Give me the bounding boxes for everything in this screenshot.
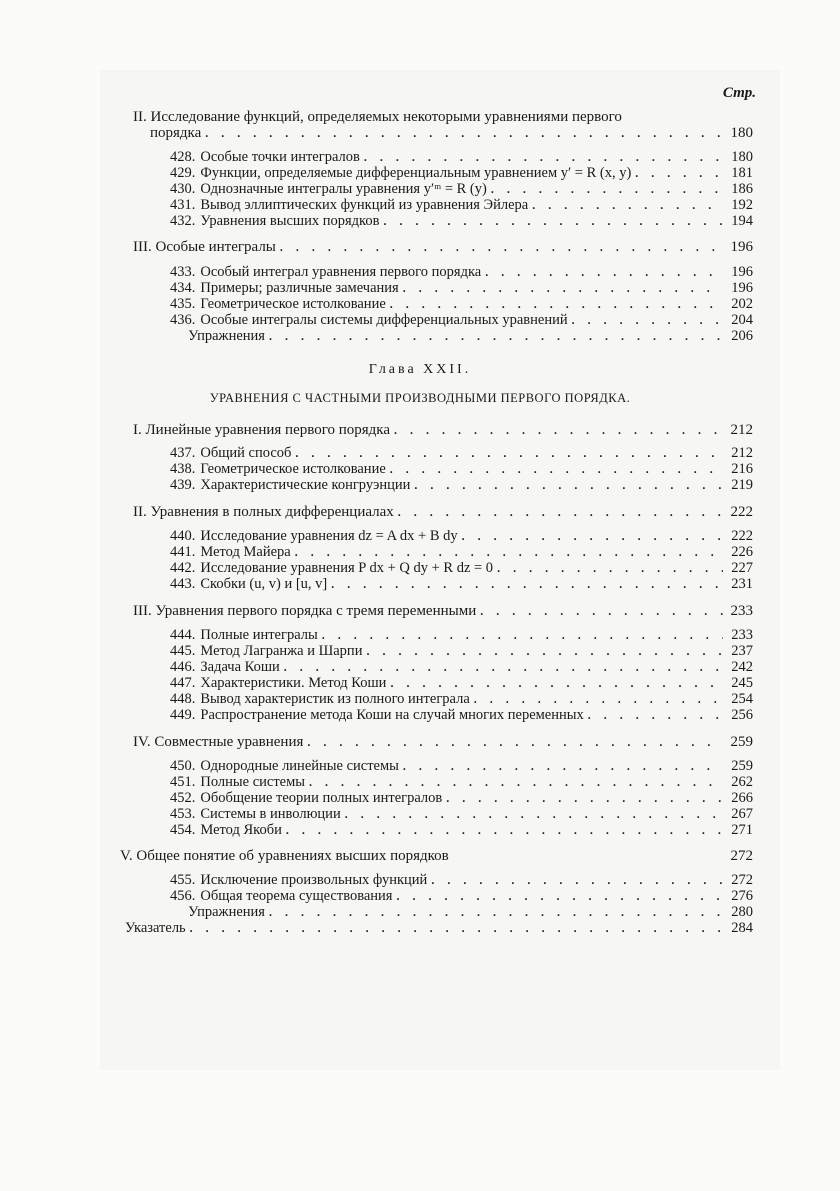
item-title: Исследование уравнения P dx + Q dy + R dz = 0 [200, 560, 494, 576]
page-number: 226 [731, 544, 753, 560]
item-number: 443. [170, 576, 196, 592]
item-title: III. Особые интегралы [133, 239, 276, 255]
leader-dots [588, 706, 723, 724]
page-number: 192 [731, 197, 753, 213]
item-title: II. Уравнения в полных дифференциалах [133, 504, 394, 520]
page-number: 180 [731, 149, 753, 165]
page-number: 212 [730, 422, 753, 438]
chapter-subtitle: УРАВНЕНИЯ С ЧАСТНЫМИ ПРОИЗВОДНЫМИ ПЕРВОГО ПОРЯДКА. [209, 391, 631, 405]
leader-dots [205, 124, 723, 142]
item-title: Характеристики. Метод Коши [200, 675, 387, 691]
page-number: 259 [731, 758, 753, 774]
item-title: Метод Майера [200, 544, 291, 560]
page-number: 259 [730, 734, 753, 750]
item-number: 431. [170, 197, 196, 213]
toc-line [170, 327, 753, 345]
item-title: Упражнения [188, 904, 265, 920]
page-column-label: Стр. [722, 85, 756, 101]
section-title: II. Исследование функций, определяемых некоторыми уравнениями первого [133, 109, 622, 125]
page-number: 262 [731, 774, 753, 790]
item-number: 456. [170, 888, 196, 904]
item-title: Полные интегралы [200, 627, 318, 643]
page-number: 233 [730, 603, 753, 619]
leader-dots [307, 733, 723, 751]
item-title: Общая теорема существования [200, 888, 393, 904]
item-title: Примеры; различные замечания [200, 280, 399, 296]
page-number: 180 [730, 125, 753, 141]
page-number: 196 [731, 280, 753, 296]
toc-line [170, 821, 753, 839]
item-number: 447. [170, 675, 196, 691]
leader-dots [383, 212, 723, 230]
item-number: 428. [170, 149, 196, 165]
page-number: 196 [731, 264, 753, 280]
item-title: Скобки (u, v) и [u, v] [200, 576, 328, 592]
page-number: 242 [731, 659, 753, 675]
item-title: Исследование уравнения dz = A dx + B dy [200, 528, 458, 544]
item-title: Геометрическое истолкование [200, 461, 386, 477]
section-heading [133, 421, 753, 439]
item-title: Распространение метода Коши на случай многих переменных [200, 707, 584, 723]
item-number: 430. [170, 181, 196, 197]
item-number: 435. [170, 296, 196, 312]
item-number: 445. [170, 643, 196, 659]
item-title: Вывод эллиптических функций из уравнения Эйлера [200, 197, 529, 213]
item-number: 446. [170, 659, 196, 675]
page-number: 237 [731, 643, 753, 659]
section-heading [133, 733, 753, 751]
toc-line [170, 476, 753, 494]
page-number: 233 [731, 627, 753, 643]
item-number: 444. [170, 627, 196, 643]
item-number: 434. [170, 280, 196, 296]
item-title: Упражнения [188, 328, 265, 344]
item-title: Метод Лагранжа и Шарпи [200, 643, 363, 659]
leader-dots [286, 821, 723, 839]
item-number: 452. [170, 790, 196, 806]
item-number: 455. [170, 872, 196, 888]
page-number: 181 [731, 165, 753, 181]
toc-line [170, 575, 753, 593]
page-number: 219 [731, 477, 753, 493]
page-number: 204 [731, 312, 753, 328]
item-title: V. Общее понятие об уравнениях высших порядков [120, 848, 449, 864]
item-title: Характеристические конгруэнции [200, 477, 411, 493]
page-number: 222 [731, 528, 753, 544]
page-number: 272 [731, 872, 753, 888]
page-number: 272 [730, 848, 753, 864]
leader-dots [269, 327, 723, 345]
section-heading [120, 847, 753, 865]
item-number: 437. [170, 445, 196, 461]
page-number: 256 [731, 707, 753, 723]
leader-dots [394, 421, 723, 439]
item-number: 438. [170, 461, 196, 477]
item-title: Исключение произвольных функций [200, 872, 428, 888]
section-heading [133, 238, 753, 256]
item-title: Особые интегралы системы дифференциальных уравнений [200, 312, 568, 328]
toc-line [150, 124, 753, 142]
item-title: Системы в инволюции [200, 806, 341, 822]
item-title: Однозначные интегралы уравнения y′ᵐ = R (y) [200, 181, 487, 197]
section-heading [133, 602, 753, 620]
item-number: 453. [170, 806, 196, 822]
page-number: 245 [731, 675, 753, 691]
item-number: 451. [170, 774, 196, 790]
page-number: 222 [730, 504, 753, 520]
page-number: 216 [731, 461, 753, 477]
leader-dots [414, 476, 723, 494]
page-number: 196 [730, 239, 753, 255]
page-number: 276 [731, 888, 753, 904]
section-heading [133, 503, 753, 521]
item-title: Обобщение теории полных интегралов [200, 790, 443, 806]
section-title-continued: порядка [150, 125, 202, 141]
item-number: 454. [170, 822, 196, 838]
item-title: Функции, определяемые дифференциальным уравнением y′ = R (x, y) [200, 165, 632, 181]
page-number: 186 [731, 181, 753, 197]
page-number: 194 [731, 213, 753, 229]
item-number: 439. [170, 477, 196, 493]
page-number: 266 [731, 790, 753, 806]
page-number: 206 [731, 328, 753, 344]
page-number: 267 [731, 806, 753, 822]
item-title: Вывод характеристик из полного интеграла [200, 691, 470, 707]
item-number: 442. [170, 560, 196, 576]
leader-dots [480, 602, 723, 620]
index-entry [125, 919, 753, 937]
item-title: Метод Якоби [200, 822, 282, 838]
item-number: 441. [170, 544, 196, 560]
chapter-heading: Глава XXII. [368, 362, 472, 377]
leader-dots [398, 503, 723, 521]
toc-line [170, 706, 753, 724]
item-number: 432. [170, 213, 196, 229]
page-number: 284 [731, 920, 753, 936]
page-number: 202 [731, 296, 753, 312]
page-number: 227 [731, 560, 753, 576]
leader-dots [331, 575, 723, 593]
item-number: 433. [170, 264, 196, 280]
item-title: IV. Совместные уравнения [133, 734, 304, 750]
page-number: 280 [731, 904, 753, 920]
item-title: Геометрическое истолкование [200, 296, 386, 312]
item-title: Общий способ [200, 445, 292, 461]
item-number: 429. [170, 165, 196, 181]
toc-line [170, 212, 753, 230]
item-number: 449. [170, 707, 196, 723]
page-number: 254 [731, 691, 753, 707]
leader-dots [280, 238, 723, 256]
item-title: Особый интеграл уравнения первого порядка [200, 264, 482, 280]
page-number: 231 [731, 576, 753, 592]
item-number: 450. [170, 758, 196, 774]
leader-dots [190, 919, 723, 937]
index-title: Указатель [125, 920, 186, 936]
item-title: Особые точки интегралов [200, 149, 360, 165]
item-title: Однородные линейные системы [200, 758, 399, 774]
item-number: 448. [170, 691, 196, 707]
item-number: 440. [170, 528, 196, 544]
page-number: 271 [731, 822, 753, 838]
item-title: Задача Коши [200, 659, 280, 675]
item-title: Полные системы [200, 774, 306, 790]
item-title: III. Уравнения первого порядка с тремя переменными [133, 603, 477, 619]
page-number: 212 [731, 445, 753, 461]
item-title: Уравнения высших порядков [200, 213, 380, 229]
item-title: I. Линейные уравнения первого порядка [133, 422, 391, 438]
item-number: 436. [170, 312, 196, 328]
